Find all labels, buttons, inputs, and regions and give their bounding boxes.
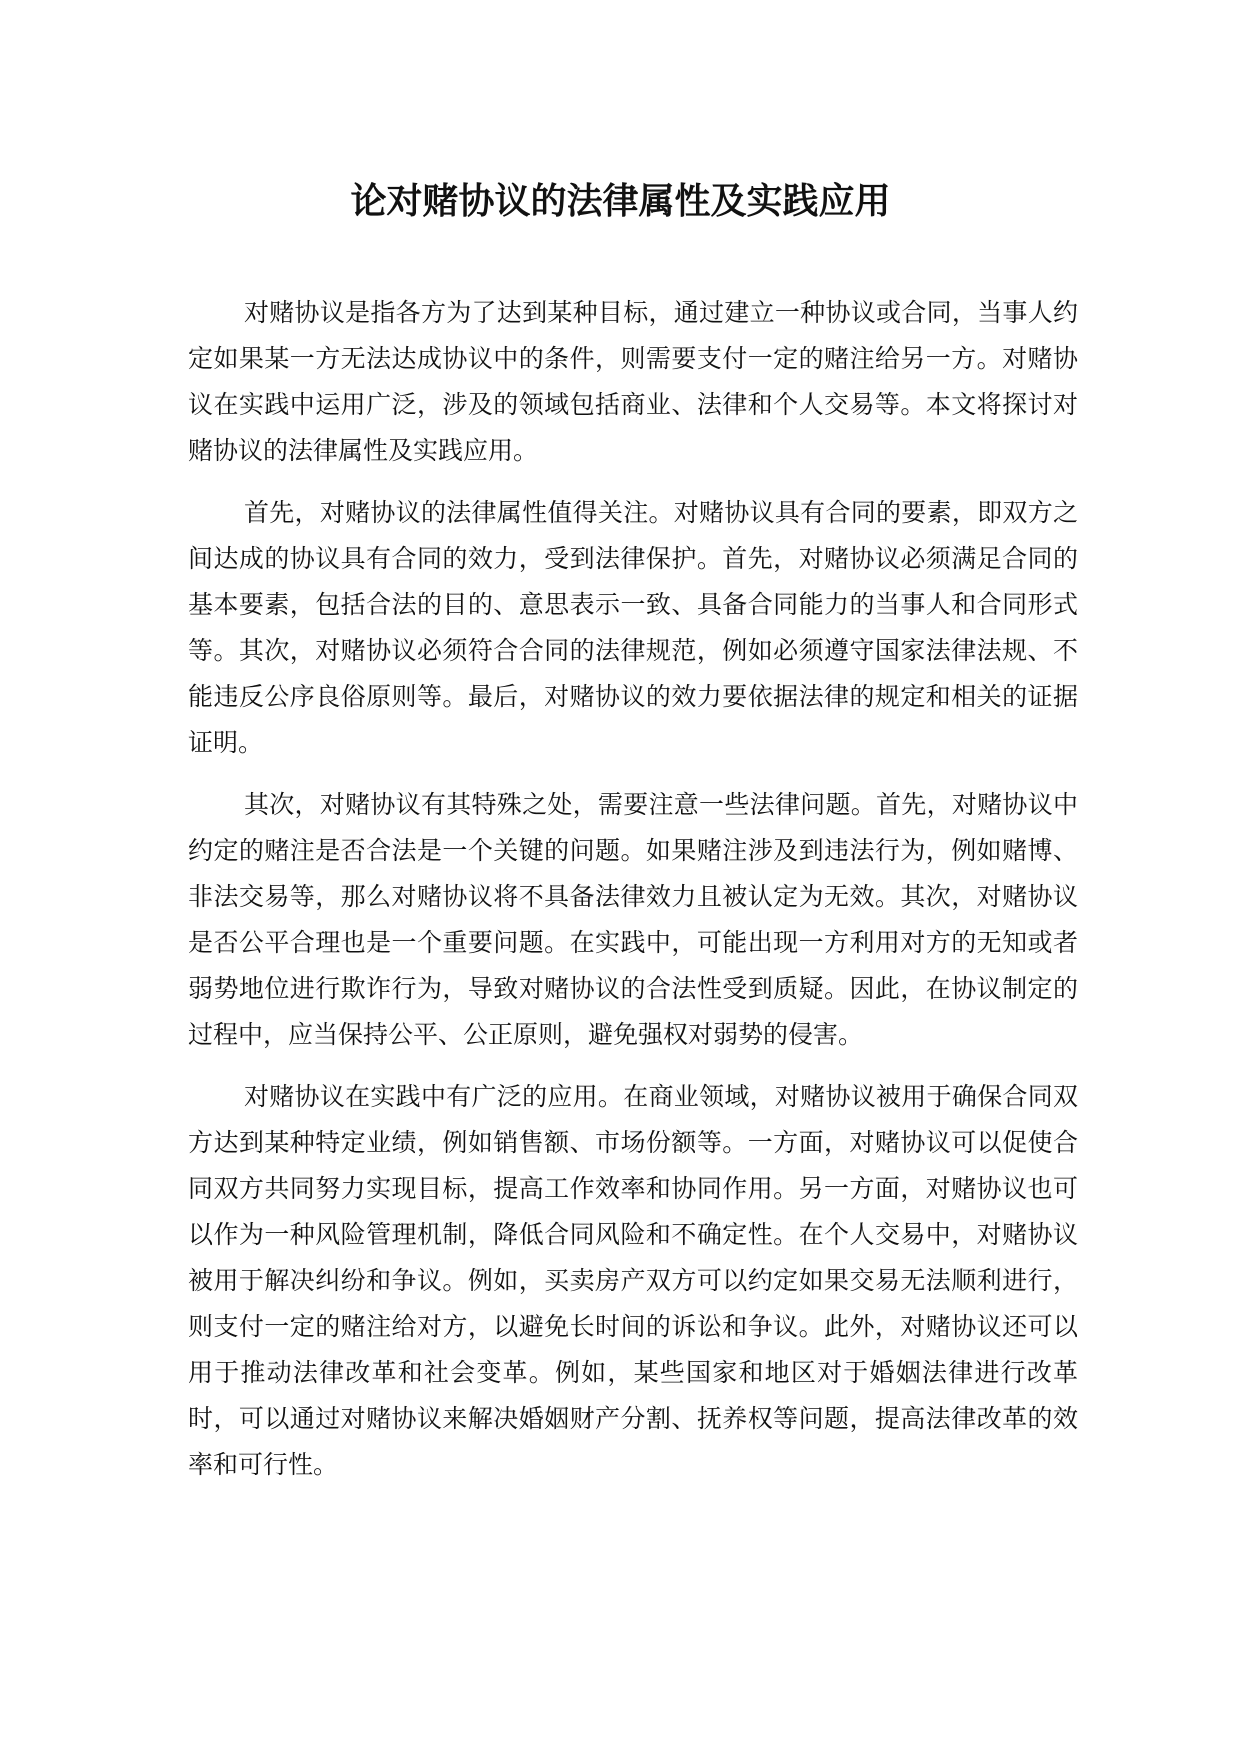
document-title: 论对赌协议的法律属性及实践应用 — [350, 181, 891, 222]
paragraph-intro: 对赌协议是指各方为了达到某种目标，通过建立一种协议或合同，当事人约定如果某一方无法达成协议中的条件，则需要支付一定的赌注给另一方。对赌协议在实践中运用广泛，涉及的领域包括商业、法律和个人交易等。本文将探讨对赌协议的法律属性及实践应用。 — [188, 298, 1078, 465]
paragraph-legal-attributes: 首先，对赌协议的法律属性值得关注。对赌协议具有合同的要素，即双方之间达成的协议具有合同的效力，受到法律保护。首先，对赌协议必须满足合同的基本要素，包括合法的目的、意思表示一致、具备合同能力的当事人和合同形式等。其次，对赌协议必须符合合同的法律规范，例如必须遵守国家法律法规、不能违反公序良俗原则等。最后，对赌协议的效力要依据法律的规定和相关的证据证明。 — [188, 498, 1078, 757]
document-body — [188, 290, 1078, 1504]
paragraph-practical-application: 对赌协议在实践中有广泛的应用。在商业领域，对赌协议被用于确保合同双方达到某种特定业绩，例如销售额、市场份额等。一方面，对赌协议可以促使合同双方共同努力实现目标，提高工作效率和协同作用。另一方面，对赌协议也可以作为一种风险管理机制，降低合同风险和不确定性。在个人交易中，对赌协议被用于解决纠纷和争议。例如，买卖房产双方可以约定如果交易无法顺利进行，则支付一定的赌注给对方，以避免长时间的诉讼和争议。此外，对赌协议还可以用于推动法律改革和社会变革。例如，某些国家和地区对于婚姻法律进行改革时，可以通过对赌协议来解决婚姻财产分割、抚养权等问题，提高法律改革的效率和可行性。 — [188, 1082, 1078, 1479]
paragraph-legal-issues: 其次，对赌协议有其特殊之处，需要注意一些法律问题。首先，对赌协议中约定的赌注是否合法是一个关键的问题。如果赌注涉及到违法行为，例如赌博、非法交易等，那么对赌协议将不具备法律效力且被认定为无效。其次，对赌协议是否公平合理也是一个重要问题。在实践中，可能出现一方利用对方的无知或者弱势地位进行欺诈行为，导致对赌协议的合法性受到质疑。因此，在协议制定的过程中，应当保持公平、公正原则，避免强权对弱势的侵害。 — [188, 790, 1078, 1049]
